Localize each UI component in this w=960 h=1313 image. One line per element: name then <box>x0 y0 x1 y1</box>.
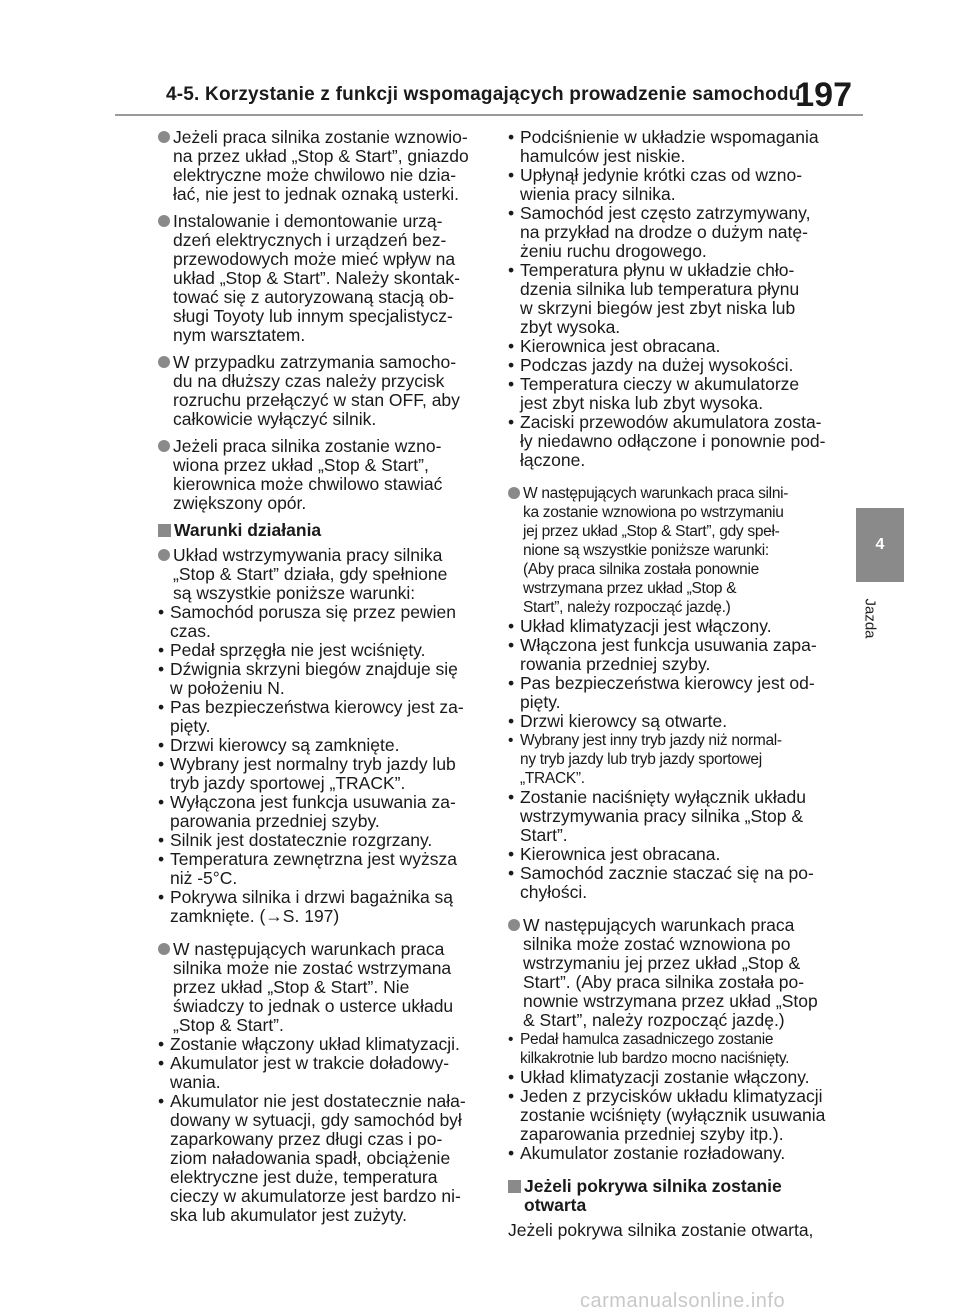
list-item: • Układ klimatyzacji zostanie włączony. <box>508 1068 848 1087</box>
note-bullet-icon <box>158 549 170 561</box>
page-header <box>120 78 860 118</box>
note-text: W następujących warunkach praca silnika może nie zostać wstrzymana przez układ „Stop & Start”. Nie świadczy to jednak o usterce układu „Stop & Start”. <box>173 939 454 1035</box>
note-text: Jeżeli praca silnika zostanie wzno- wiona przez układ „Stop & Start”, kierownica może chwilowo stawiać zwiększony opór. <box>173 436 443 513</box>
list-item: • Wyłączona jest funkcja usuwania za- parowania przedniej szyby. <box>158 793 498 831</box>
section-square-icon <box>508 1180 521 1193</box>
list-item: • Temperatura zewnętrzna jest wyższa niż -5°C. <box>158 850 498 888</box>
note-bullet-icon <box>508 919 520 931</box>
note-bullet-icon <box>158 131 170 143</box>
note-bullet-icon <box>158 356 170 368</box>
list-item: • Układ klimatyzacji jest włączony. <box>508 617 848 636</box>
list-item: • Kierownica jest obracana. <box>508 337 848 356</box>
right-column <box>508 128 848 1240</box>
section-square-icon <box>158 524 171 537</box>
list-item: • Drzwi kierowcy są zamknięte. <box>158 736 498 755</box>
note-text: W następujących warunkach praca silni- ka zostanie wznowiona po wstrzymaniu jej przez układ „Stop & Start”, gdy speł- nione są wszystkie poniższe warunki: (Aby praca silnika została ponownie wstrzymana przez układ „Stop & Start”, należy rozpocząć jazdę.) <box>523 485 789 616</box>
note-item <box>158 353 498 429</box>
list-item: • Pokrywa silnika i drzwi bagażnika są zamknięte. (→S. 197) <box>158 888 498 926</box>
chapter-number: 4 <box>875 536 885 553</box>
chapter-side-label <box>861 590 890 650</box>
header-divider <box>115 114 863 116</box>
list-item: • Temperatura płynu w układzie chło- dzenia silnika lub temperatura płynu w skrzyni biegów jest zbyt niska lub zbyt wysoka. <box>508 261 848 337</box>
list-item: • Silnik jest dostatecznie rozgrzany. <box>158 831 498 850</box>
list-item: • Jeden z przycisków układu klimatyzacji zostanie wciśnięty (wyłącznik usuwania zaparowania przedniej szyby itp.). <box>508 1087 848 1144</box>
note-item <box>508 484 848 617</box>
list-item: • Włączona jest funkcja usuwania zapa- rowania przedniej szyby. <box>508 636 848 674</box>
note-item <box>158 212 498 345</box>
note-text: W następujących warunkach praca silnika może zostać wznowiona po wstrzymaniu jej przez układ „Stop & Start”. (Aby praca silnika została po- nownie wstrzymana przez układ „Stop & Start”, należy rozpocząć jazdę.) <box>523 915 818 1030</box>
list-item: • Samochód jest często zatrzymywany, na przykład na drodze o dużym natę- żeniu ruchu drogowego. <box>508 204 848 261</box>
list-item: • Zostanie naciśnięty wyłącznik układu wstrzymywania pracy silnika „Stop & Start”. <box>508 788 848 845</box>
note-text: Układ wstrzymywania pracy silnika „Stop & Start” działa, gdy spełnione są wszystkie poniższe warunki: <box>173 545 448 603</box>
page-number: 197 <box>795 76 852 114</box>
list-item: • Upłynął jedynie krótki czas od wzno- wienia pracy silnika. <box>508 166 848 204</box>
list-item: • Podczas jazdy na dużej wysokości. <box>508 356 848 375</box>
list-item: • Drzwi kierowcy są otwarte. <box>508 712 848 731</box>
note-item <box>158 128 498 204</box>
list-item: • Zostanie włączony układ klimatyzacji. <box>158 1035 498 1054</box>
list-item: • Zaciski przewodów akumulatora zosta- ły niedawno odłączone i ponownie pod- łączone. <box>508 413 848 470</box>
list-item: • Pas bezpieczeństwa kierowcy jest od- pięty. <box>508 674 848 712</box>
note-bullet-icon <box>158 943 170 955</box>
list-item: • Temperatura cieczy w akumulatorze jest zbyt niska lub zbyt wysoka. <box>508 375 848 413</box>
note-bullet-icon <box>158 440 170 452</box>
note-item <box>158 437 498 513</box>
note-bullet-icon <box>158 215 170 227</box>
list-item: • Akumulator nie jest dostatecznie nała- dowany w sytuacji, gdy samochód był zaparkowany przez długi czas i po- ziom naładowania spadł, obciążenie elektryczne jest duże, temperatura cieczy w akumulatorze jest bardzo ni- ska lub akumulator jest zużyty. <box>158 1092 498 1225</box>
list-item: • Kierownica jest obracana. <box>508 845 848 864</box>
chapter-name: Jazda <box>861 598 879 639</box>
list-item: • Samochód zacznie staczać się na po- chyłości. <box>508 864 848 902</box>
chapter-tab <box>856 508 904 582</box>
section-heading <box>158 521 498 540</box>
watermark: carmanualsonline.info <box>580 1290 786 1312</box>
list-item: • Dźwignia skrzyni biegów znajduje się w położeniu N. <box>158 660 498 698</box>
list-item: • Podciśnienie w układzie wspomagania hamulców jest niskie. <box>508 128 848 166</box>
note-item <box>158 940 498 1035</box>
note-bullet-icon <box>508 487 520 499</box>
note-text: W przypadku zatrzymania samocho- du na dłuższy czas należy przycisk rozruchu przełączyć w stan OFF, aby całkowicie wyłączyć silnik. <box>173 352 460 429</box>
list-item: • Pedał sprzęgła nie jest wciśnięty. <box>158 641 498 660</box>
chapter-title: 4-5. Korzystanie z funkcji wspomagających prowadzenie samochodu <box>166 84 801 105</box>
list-item: • Samochód porusza się przez pewien czas. <box>158 603 498 641</box>
note-text: Instalowanie i demontowanie urzą- dzeń elektrycznych i urządzeń bez- przewodowych może mieć wpływ na układ „Stop & Start”. Należy skontak- tować się z autoryzowaną stacją ob- sługi Toyoty lub innym specjalistycz- nym warsztatem. <box>173 211 460 345</box>
section-heading <box>508 1177 848 1215</box>
note-text: Jeżeli praca silnika zostanie wznowio- na przez układ „Stop & Start”, gniazdo elektryczne może chwilowo nie dzia- łać, nie jest to jednak oznaką usterki. <box>173 127 469 204</box>
list-item: • Akumulator jest w trakcie doładowy- wania. <box>158 1054 498 1092</box>
list-item: • Akumulator zostanie rozładowany. <box>508 1144 848 1163</box>
list-item: • Wybrany jest normalny tryb jazdy lub tryb jazdy sportowej „TRACK”. <box>158 755 498 793</box>
paragraph: Jeżeli pokrywa silnika zostanie otwarta, <box>508 1220 814 1240</box>
list-item: • Wybrany jest inny tryb jazdy niż normal- ny tryb jazdy lub tryb jazdy sportowej „TRACK”. <box>508 731 848 788</box>
list-item: • Pedał hamulca zasadniczego zostanie kilkakrotnie lub bardzo mocno naciśnięty. <box>508 1030 848 1068</box>
note-item <box>158 546 498 603</box>
section-title: Jeżeli pokrywa silnika zostanie otwarta <box>524 1176 782 1215</box>
note-item <box>508 916 848 1030</box>
left-column <box>158 128 498 1225</box>
section-title: Warunki działania <box>174 520 322 540</box>
list-item: • Pas bezpieczeństwa kierowcy jest za- pięty. <box>158 698 498 736</box>
